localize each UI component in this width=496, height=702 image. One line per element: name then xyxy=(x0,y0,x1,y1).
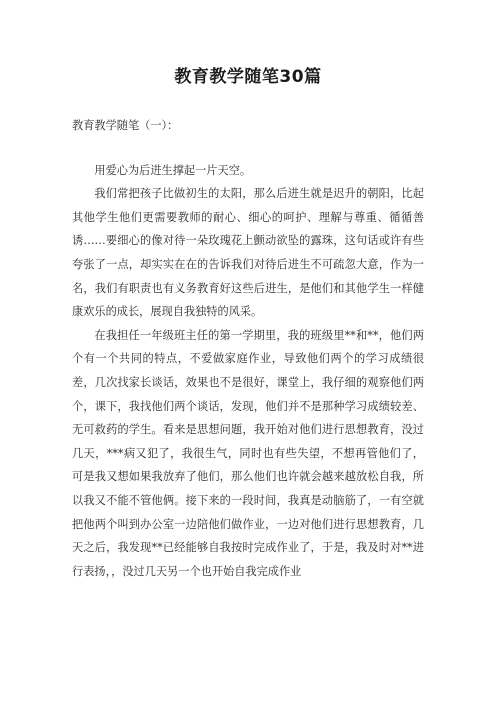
paragraph-intro: 我们常把孩子比做初生的太阳，那么后进生就是迟升的朝阳，比起其他学生他们更需要教师的耐心、细心的呵护、理解与尊重、循循善诱……要细心的像对待一朵玫瑰花上颤动欲坠的露珠，这句话或许有些夸张了一点，却实实在在的告诉我们对待后进生不可疏忽大意，作为一名，我们有职责也有义务教育好这些后进生，是他们和其他学生一样健康欢乐的成长，展现自我独特的风采。 xyxy=(72,187,424,319)
section-heading: 教育教学随笔（一）： xyxy=(72,119,179,132)
document-title: 教育教学随笔30篇 xyxy=(174,67,322,87)
paragraph-story: 在我担任一年级班主任的第一学期里，我的班级里**和**，他们两个有一个共同的特点，不爱做家庭作业，导致他们两个的学习成绩很差，几次找家长谈话，效果也不是很好，课堂上，我仔细的观察他们两个，课下，我找他们两个谈话，发现，他们并不是那种学习成绩较差、无可救药的学生。看来是思想问题，我开始对他们进行思想教育，没过几天，***病又犯了，我很生气，同时也有些失望，不想再管他们了，可是我又想如果我放弃了他们，那么他们也许就会越来越放松自我，所以我又不能不管他俩。接下来的一段时间，我真是动脑筋了，一有空就把他两个叫到办公室一边陪他们做作业，一边对他们进行思想教育，几天之后，我发现**已经能够自我按时完成作业了，于是，我及时对**进行表扬，，没过几天另一个也开始自我完成作业 xyxy=(72,328,424,578)
document-body xyxy=(72,114,424,583)
paragraph-motto: 用爱心为后进生撑起一片天空。 xyxy=(94,163,252,177)
